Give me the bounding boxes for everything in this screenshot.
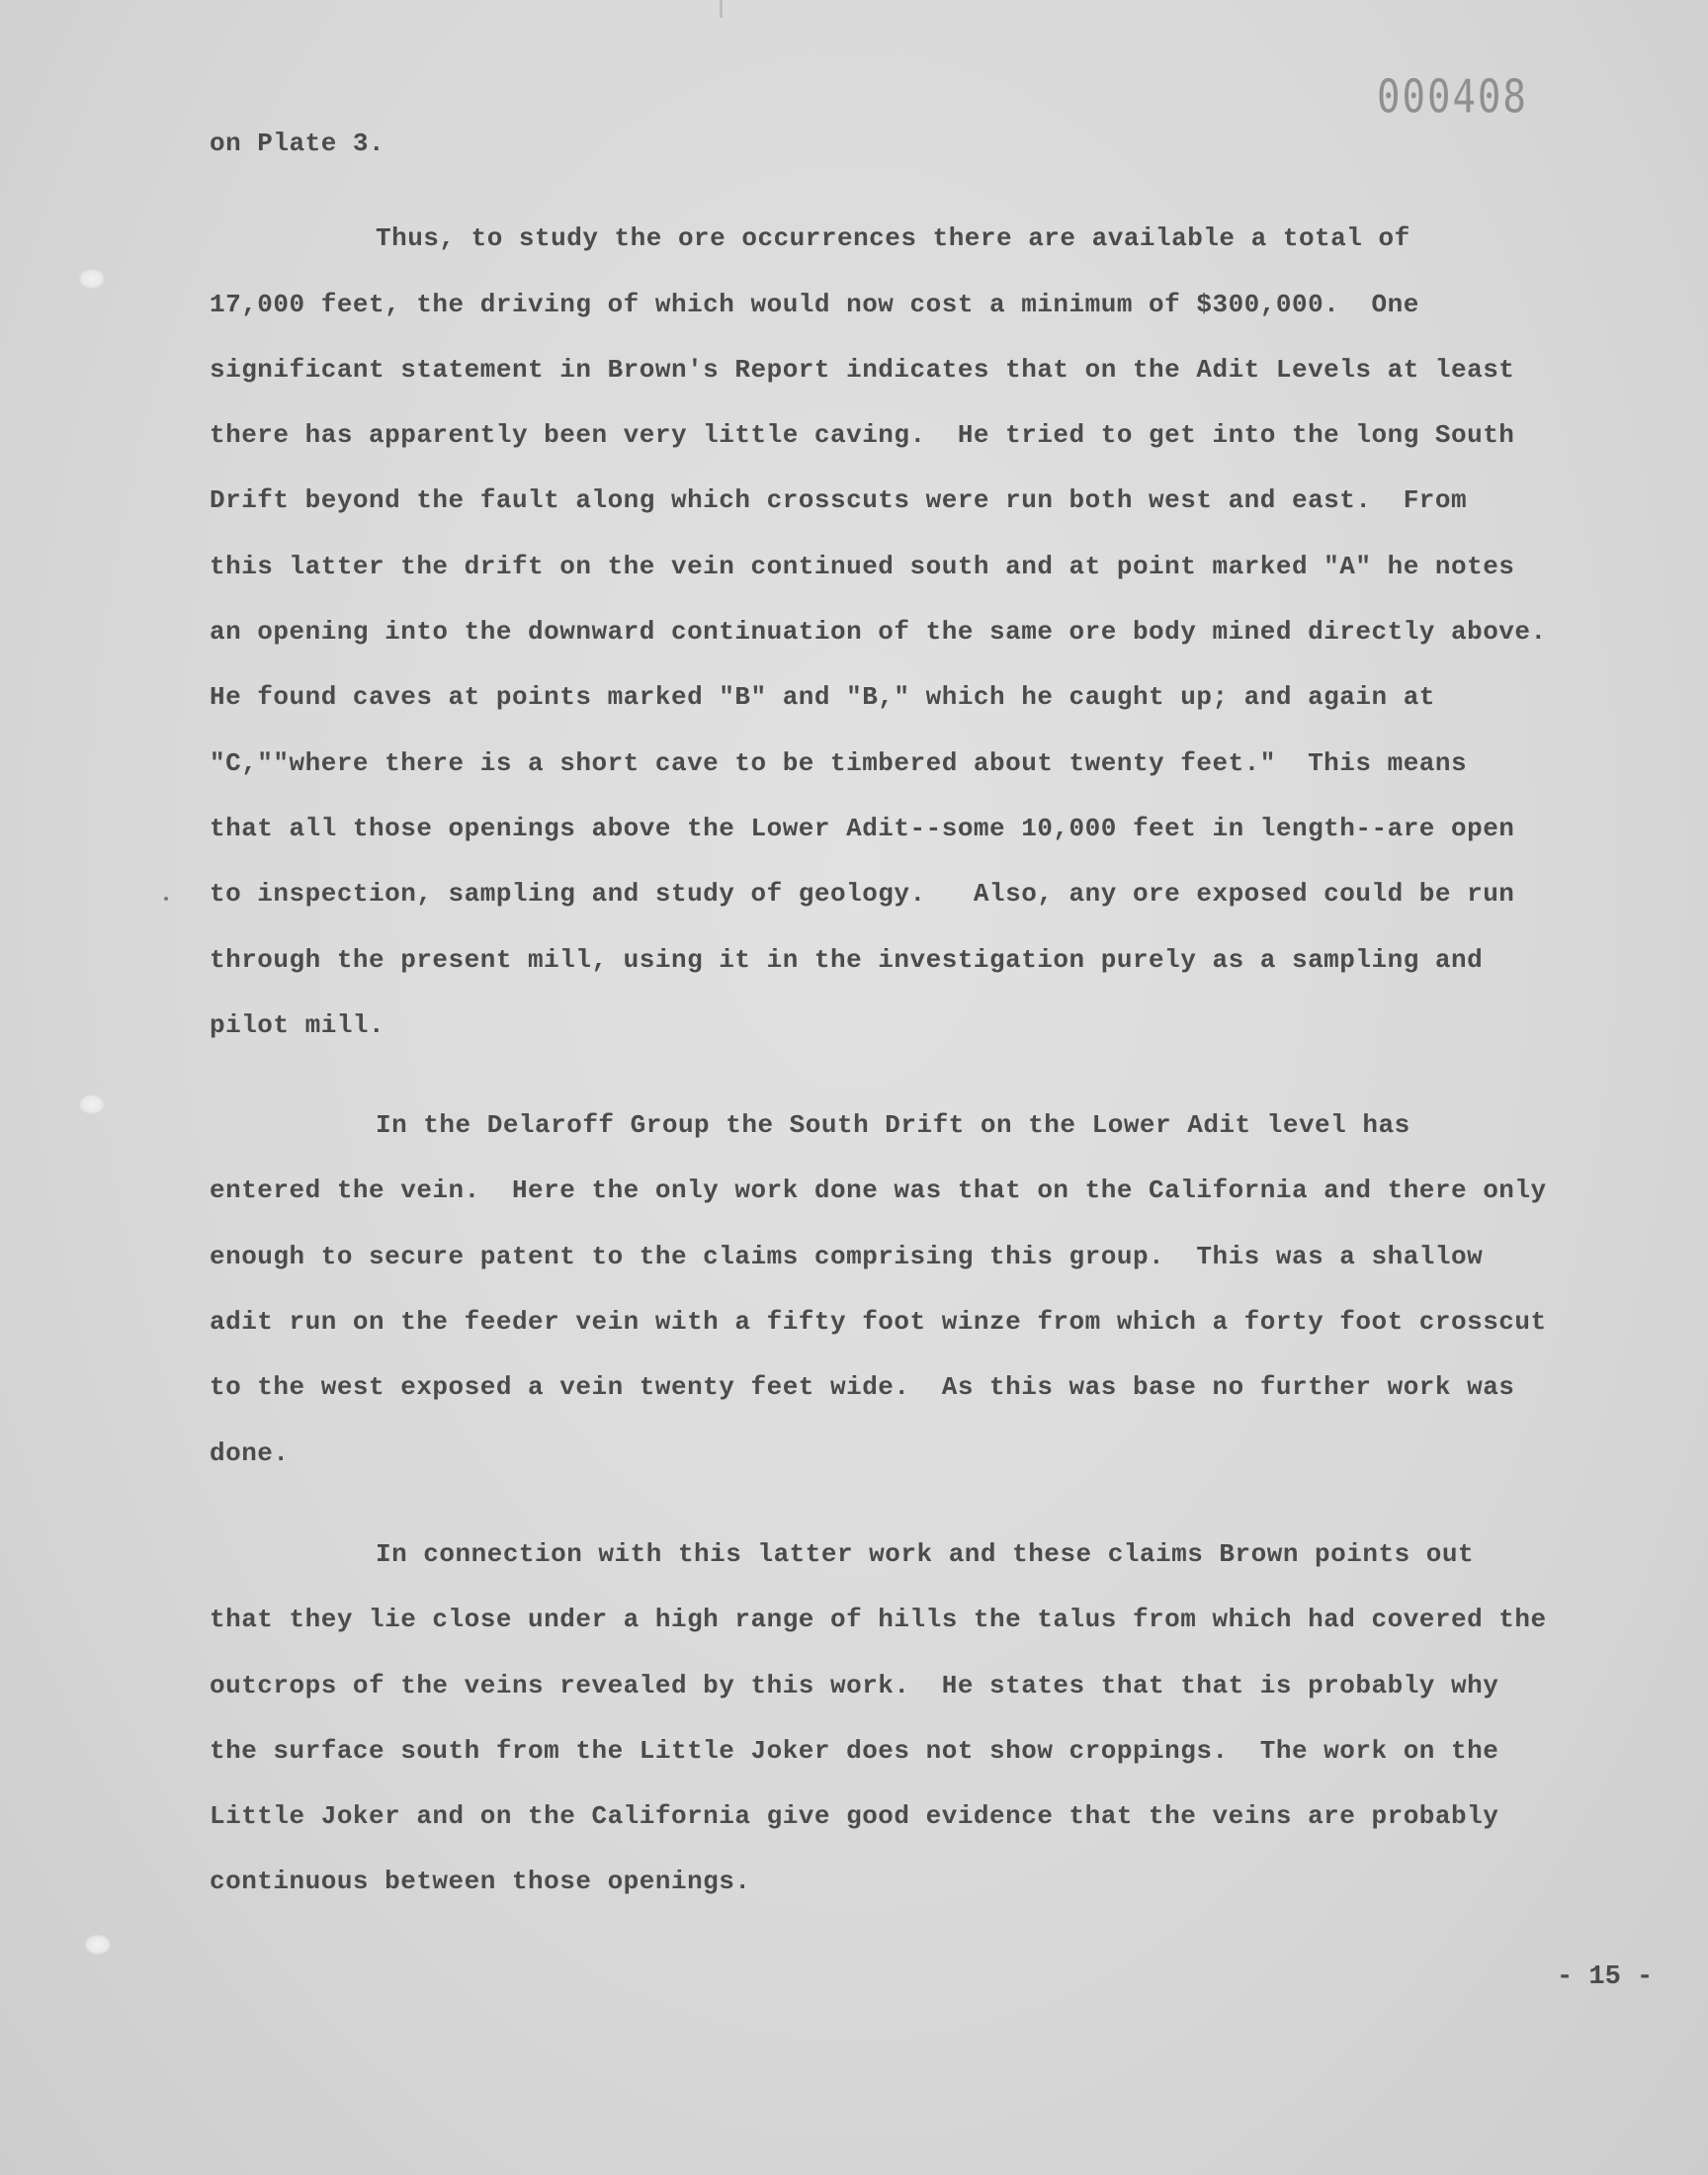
text-line: done.	[210, 1438, 290, 1468]
punch-hole-icon	[85, 1935, 111, 1955]
text-line: outcrops of the veins revealed by this work. He states that that is probably why	[210, 1671, 1499, 1700]
text-line: continuous between those openings.	[210, 1867, 751, 1896]
text-line: He found caves at points marked "B" and "B," which he caught up; and again at	[210, 682, 1435, 712]
paper-fold-line	[720, 0, 723, 18]
punch-hole-icon	[79, 269, 105, 289]
text-line: through the present mill, using it in the investigation purely as a sampling and	[210, 945, 1484, 975]
text-line: pilot mill.	[210, 1010, 385, 1040]
text-line: Thus, to study the ore occurrences there are available a total of	[376, 223, 1410, 253]
text-line: enough to secure patent to the claims comprising this group. This was a shallow	[210, 1242, 1484, 1271]
text-line: entered the vein. Here the only work done was that on the California and there only	[210, 1175, 1547, 1205]
text-line: that they lie close under a high range of hills the talus from which had covered the	[210, 1605, 1547, 1634]
text-line: on Plate 3.	[210, 129, 385, 158]
text-line: significant statement in Brown's Report indicates that on the Adit Levels at least	[210, 355, 1515, 385]
text-line: to the west exposed a vein twenty feet wide. As this was base no further work was	[210, 1372, 1515, 1402]
text-line: that all those openings above the Lower Adit--some 10,000 feet in length--are open	[210, 814, 1515, 843]
text-line: this latter the drift on the vein continued south and at point marked "A" he notes	[210, 552, 1515, 581]
text-line: 17,000 feet, the driving of which would now cost a minimum of $300,000. One	[210, 290, 1419, 319]
page-number: - 15 -	[1557, 1962, 1654, 1992]
text-line: there has apparently been very little caving. He tried to get into the long South	[210, 420, 1515, 450]
text-line: "C,""where there is a short cave to be timbered about twenty feet." This means	[210, 748, 1468, 778]
stamped-document-number: 000408	[1377, 71, 1528, 125]
ink-speck	[164, 897, 168, 901]
text-line: Little Joker and on the California give good evidence that the veins are probably	[210, 1801, 1499, 1831]
text-line: an opening into the downward continuation of the same ore body mined directly above.	[210, 617, 1547, 647]
punch-hole-icon	[79, 1094, 105, 1114]
text-line: In connection with this latter work and these claims Brown points out	[376, 1539, 1475, 1569]
text-line: In the Delaroff Group the South Drift on the Lower Adit level has	[376, 1110, 1410, 1140]
text-line: the surface south from the Little Joker does not show croppings. The work on the	[210, 1736, 1499, 1766]
text-line: to inspection, sampling and study of geology. Also, any ore exposed could be run	[210, 879, 1515, 909]
text-line: adit run on the feeder vein with a fifty foot winze from which a forty foot crosscut	[210, 1307, 1547, 1337]
text-line: Drift beyond the fault along which crosscuts were run both west and east. From	[210, 485, 1468, 515]
